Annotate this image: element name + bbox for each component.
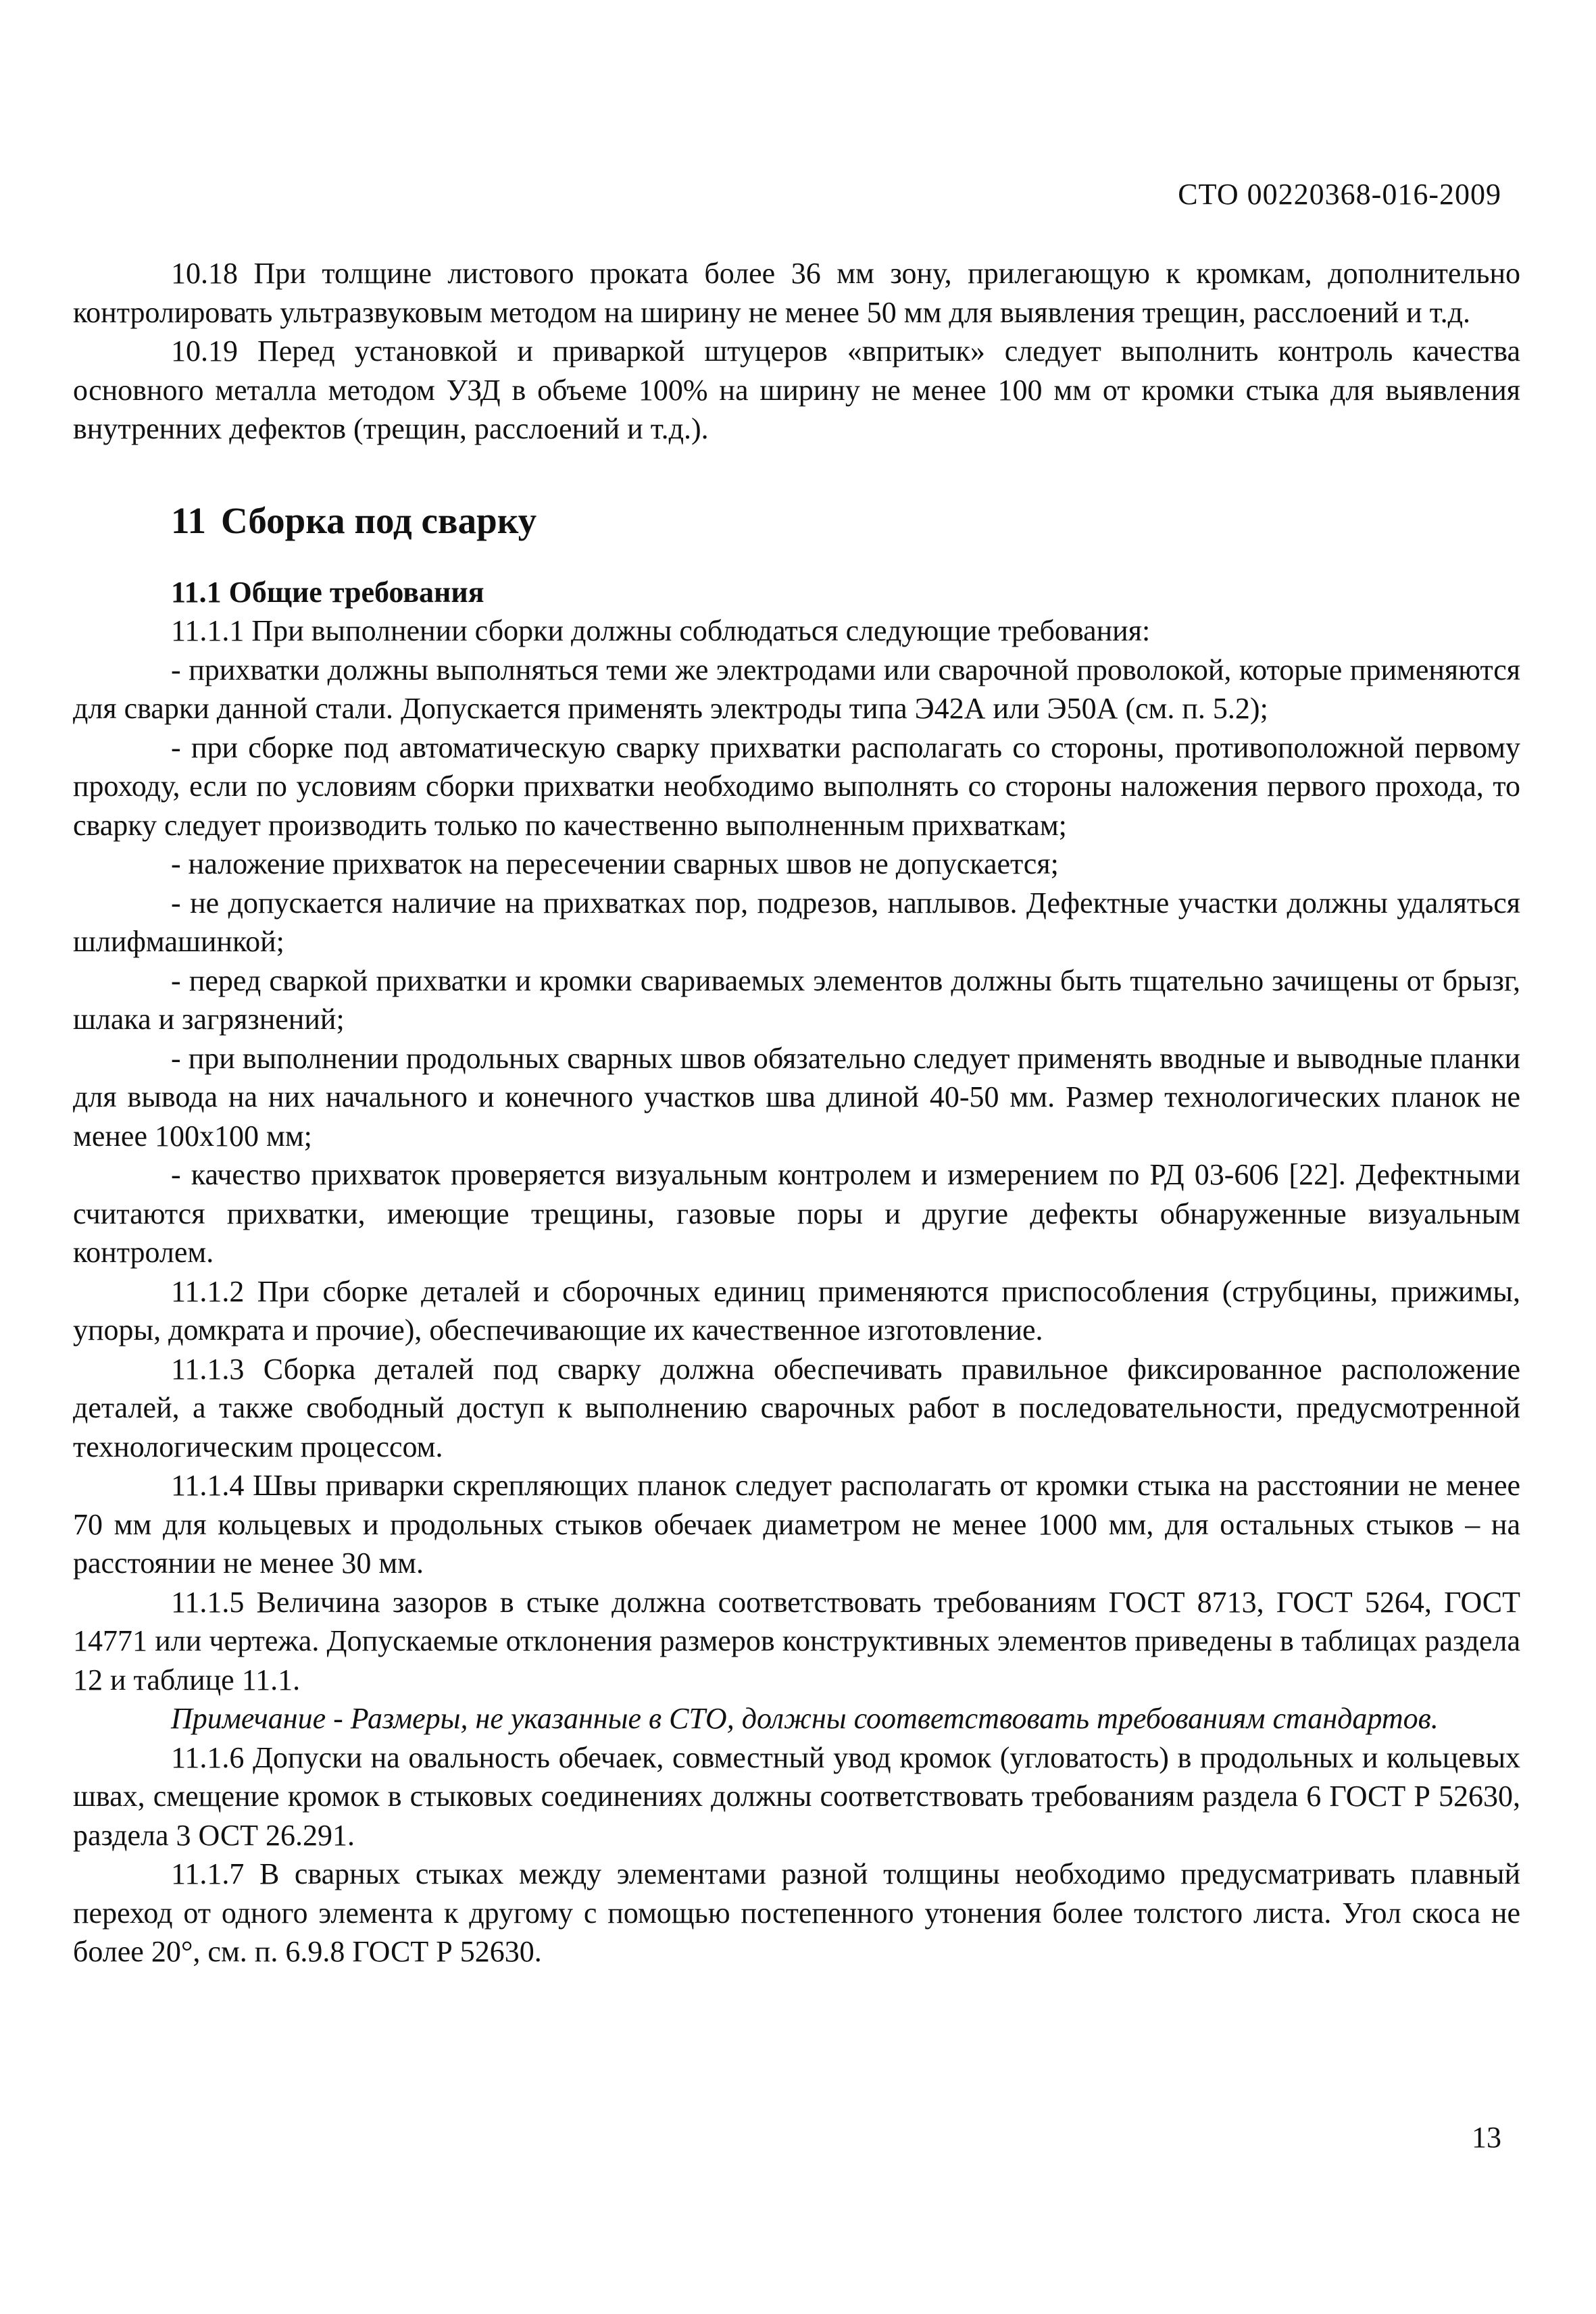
subsection-heading: 11.1 Общие требования bbox=[171, 575, 484, 609]
clause-11-1-4: 11.1.4 Швы приварки скрепляющих планок следует располагать от кромки стыка на расстоянии не менее 70 мм для кольцевых и продольных стыков обечаек диаметром не менее 1000 мм, для остальных стыков – на расстоянии не менее 30 мм. bbox=[73, 1469, 1520, 1580]
clause-11-1-1-intro: 11.1.1 При выполнении сборки должны соблюдаться следующие требования: bbox=[171, 614, 1151, 647]
document-code-header: СТО 00220368-016-2009 bbox=[1178, 178, 1501, 211]
clause-11-1-7: 11.1.7 В сварных стыках между элементами разной толщины необходимо предусматривать плавный переход от одного элемента к другому с помощью постепенного утонения более толстого листа. Угол скоса не более 20°, см. п. 6.9.8 ГОСТ Р 52630. bbox=[73, 1857, 1520, 1968]
requirement-item: - перед сваркой прихватки и кромки свариваемых элементов должны быть тщательно зачищены от брызг, шлака и загрязнений; bbox=[73, 963, 1520, 1036]
requirement-item: - прихватки должны выполняться теми же электродами или сварочной проволокой, которые применяются для сварки данной стали. Допускается применять электроды типа Э42А или Э50А (см. п. 5.2); bbox=[73, 653, 1520, 725]
note-paragraph: Примечание - Размеры, не указанные в СТО, должны соответствовать требованиям стандартов. bbox=[171, 1702, 1439, 1735]
paragraph-10-19: 10.19 Перед установкой и приваркой штуцеров «впритык» следует выполнить контроль качества основного металла методом УЗД в объеме 100% на ширину не менее 100 мм от кромки стыка для выявления внутренних дефектов (трещин, расслоений и т.д.). bbox=[73, 334, 1520, 445]
section-title: Сборка под сварку bbox=[220, 499, 537, 541]
requirement-item: - качество прихваток проверяется визуальным контролем и измерением по РД 03-606 [22]. Дефектными считаются прихватки, имеющие трещины, газовые поры и другие дефекты обнаруженные визуальным контролем. bbox=[73, 1158, 1520, 1269]
requirement-item: - не допускается наличие на прихватках пор, подрезов, наплывов. Дефектные участки должны удаляться шлифмашинкой; bbox=[73, 886, 1520, 958]
clause-11-1-2: 11.1.2 При сборке деталей и сборочных единиц применяются приспособления (струбцины, прижимы, упоры, домкрата и прочие), обеспечивающие их качественное изготовление. bbox=[73, 1274, 1520, 1347]
requirement-item: - наложение прихваток на пересечении сварных швов не допускается; bbox=[171, 847, 1059, 880]
section-heading bbox=[73, 497, 1520, 545]
section-number: 11 bbox=[171, 499, 206, 541]
requirement-item: - при выполнении продольных сварных швов обязательно следует применять вводные и выводные планки для вывода на них начального и конечного участков шва длиной 40-50 мм. Размер технологических планок не менее 100х100 мм; bbox=[73, 1041, 1520, 1153]
requirement-item: - при сборке под автоматическую сварку прихватки располагать со стороны, противоположной первому проходу, если по условиям сборки прихватки необходимо выполнять со стороны наложения первого прохода, то сварку следует производить только по качественно выполненным прихваткам; bbox=[73, 730, 1520, 842]
page-number: 13 bbox=[1472, 2121, 1501, 2154]
clause-11-1-3: 11.1.3 Сборка деталей под сварку должна обеспечивать правильное фиксированное расположение деталей, а также свободный доступ к выполнению сварочных работ в последовательности, предусмотренной технологическим процессом. bbox=[73, 1352, 1520, 1463]
page-content bbox=[73, 254, 1520, 1971]
paragraph-10-18: 10.18 При толщине листового проката более 36 мм зону, прилегающую к кромкам, дополнительно контролировать ультразвуковым методом на ширину не менее 50 мм для выявления трещин, расслоений и т.д. bbox=[73, 257, 1520, 329]
clause-11-1-6: 11.1.6 Допуски на овальность обечаек, совместный увод кромок (угловатость) в продольных и кольцевых швах, смещение кромок в стыковых соединениях должны соответствовать требованиям раздела 6 ГОСТ Р 52630, раздела 3 ОСТ 26.291. bbox=[73, 1740, 1520, 1852]
clause-11-1-5: 11.1.5 Величина зазоров в стыке должна соответствовать требованиям ГОСТ 8713, ГОСТ 5264, ГОСТ 14771 или чертежа. Допускаемые отклонения размеров конструктивных элементов приведены в таблицах раздела 12 и таблице 11.1. bbox=[73, 1585, 1520, 1696]
